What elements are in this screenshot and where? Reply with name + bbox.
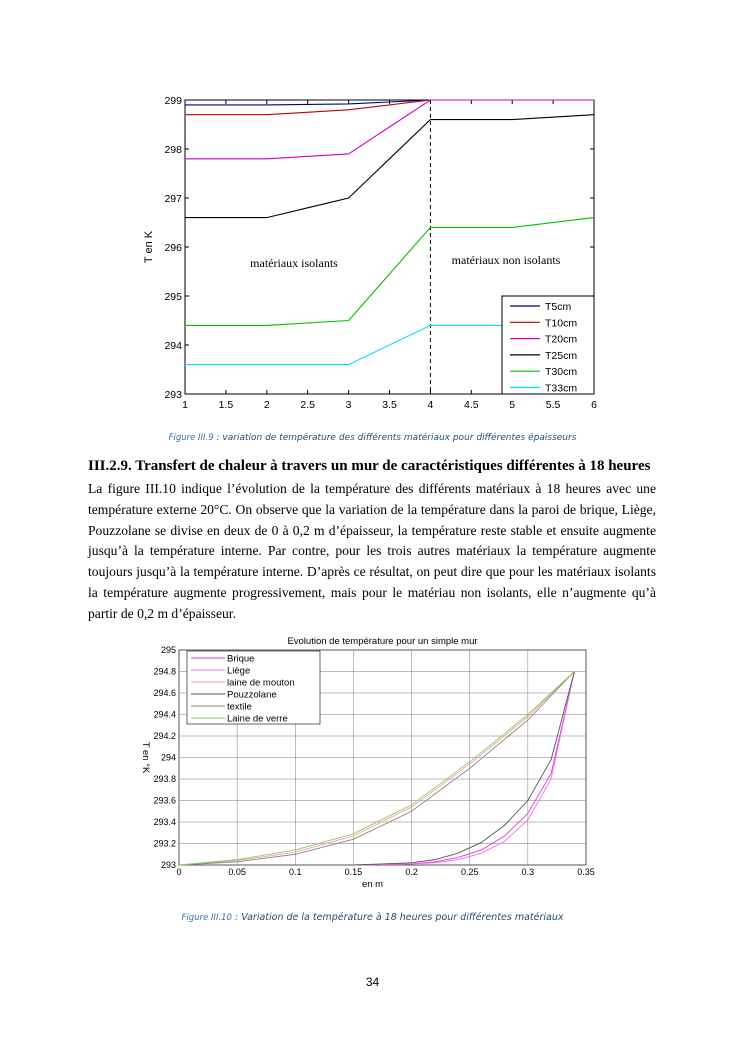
y-tick-label: 294.6 [153,688,176,698]
y-tick-label: 298 [164,144,182,156]
y-tick-label: 293.6 [153,795,176,806]
legend-label: Brique [227,653,255,665]
chart-title: Evolution de température pour un simple mur [287,636,478,647]
x-tick-label: 0.1 [289,867,302,877]
x-tick-label: 0 [176,867,182,877]
x-tick-label: 4 [427,399,434,411]
y-tick-label: 294 [164,340,182,352]
y-tick-label: 293.2 [153,838,176,849]
y-axis-label: T en K [143,230,155,264]
y-tick-label: 294.4 [153,709,176,720]
y-tick-label: 293 [160,860,176,870]
y-tick-label: 299 [164,95,182,107]
page-number: 34 [365,975,380,989]
x-tick-label: 6 [591,399,597,411]
x-tick-label: 5 [509,399,516,411]
figure-caption-1-text: : variation de température des différents matériaux pour différentes épaisseurs [213,433,577,443]
section-paragraph: La figure III.10 indique l’évolution de la température des différents matériaux à 18 heures avec une température externe 20°C. On observe que la variation de la température dans la paroi de brique, Liège, Pouzzolane se divise en deux de 0 à 0,2 m d’épaisseur, la température reste stable et ensuite augmente jusqu’à la température interne. Par contre, pour les trois autres matériaux la température augmente toujours jusqu’à la température interne. D’après ce résultat, on peut dire que pour les matériaux isolants la température augmente progressivement, mais pour le matériau non isolants, elle n’augmente qu’à partir de 0,2 m d’épaisseur. [88,481,656,621]
x-tick-label: 0.3 [521,867,535,877]
figure-caption-1-label: Figure III.9 [168,433,214,443]
section-heading: III.2.9. Transfert de chaleur à travers un mur de caractéristiques différentes à 18 heures [88,458,651,474]
x-tick-label: 2.5 [300,399,316,411]
x-tick-label: 4.5 [463,399,479,411]
x-tick-label: 0.15 [344,867,363,877]
figure-caption-2-label: Figure III.10 [181,913,232,923]
legend-label: textile [227,701,252,713]
y-tick-label: 297 [164,193,182,205]
y-tick-label: 295 [164,291,182,303]
legend-label: T10cm [545,317,578,330]
figure-caption-1 [0,433,745,443]
y-tick-label: 294.2 [153,731,176,741]
x-tick-label: 1.5 [218,399,234,411]
y-axis-label: T en °K [140,741,151,774]
y-tick-label: 296 [164,242,182,254]
y-tick-label: 293.4 [153,817,176,827]
figure-caption-2 [0,912,745,923]
legend-label: T30cm [545,366,578,379]
x-tick-label: 0.2 [405,867,418,877]
legend-label: Laine de verre [227,713,288,725]
y-tick-label: 294 [160,752,176,763]
annotation-insulating: matériaux isolants [250,256,338,270]
x-tick-label: 1 [182,399,188,411]
figure-temperature-thickness-chart [130,92,610,414]
x-tick-label: 2 [263,399,270,411]
figure-caption-2-text: : Variation de la température à 18 heures pour différentes matériaux [231,912,564,923]
x-tick-label: 0.35 [577,867,595,877]
legend-label: Pouzzolane [227,689,277,701]
y-tick-label: 295 [160,645,176,655]
x-tick-label: 3.5 [382,399,397,411]
legend-label: Liège [227,665,251,677]
figure-temperature-wall-chart [135,634,610,892]
x-tick-label: 0.25 [460,867,479,877]
legend-label: laine de mouton [227,677,295,689]
legend-label: T25cm [545,349,578,362]
annotation-non-insulating: matériaux non isolants [451,253,561,267]
y-tick-label: 293.8 [153,774,176,784]
legend-label: T20cm [545,333,578,346]
y-tick-label: 293 [164,389,182,401]
x-tick-label: 0.05 [228,867,246,877]
y-tick-label: 294.8 [153,666,176,677]
legend-label: T33cm [545,382,578,395]
x-axis-label: en m [361,879,384,890]
legend-label: T5cm [545,301,572,313]
x-tick-label: 5.5 [545,399,561,411]
x-tick-label: 3 [345,399,352,411]
